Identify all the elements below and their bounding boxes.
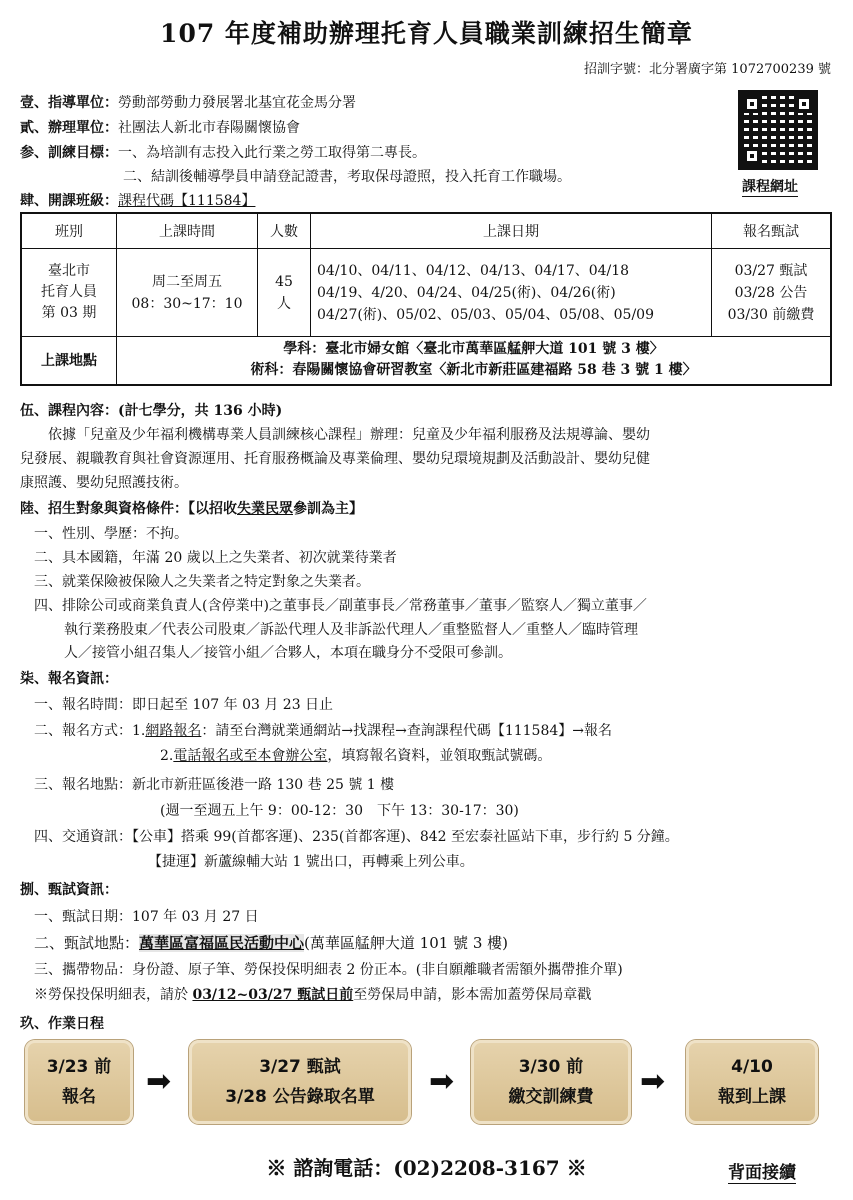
section-text: 社團法人新北市春陽關懷協會 [118, 120, 300, 136]
arrow-right-icon: ➡ [640, 1064, 666, 1099]
cell-line: 04/10、04/11、04/12、04/13、04/17、04/18 [317, 262, 630, 279]
section-organizer [20, 117, 300, 137]
cell-line: 08：30~17：10 [131, 295, 243, 312]
cell-line: 03/27 甄試 [734, 262, 808, 279]
section-eligibility [20, 498, 363, 518]
schedule-step [189, 1040, 411, 1124]
cell-line: 03/30 前繳費 [727, 306, 815, 323]
document-number: 招訓字號：北分署廣字第 1072700239 號 [584, 62, 831, 77]
exam-cell [712, 249, 832, 337]
column-header: 上課日期 [311, 213, 712, 249]
list-item: 二、具本國籍，年滿 20 歲以上之失業者、初次就業待業者 [34, 550, 397, 566]
section-label: 壹、指導單位： [20, 95, 118, 111]
schedule-step [25, 1040, 133, 1124]
text-part: 二、報名方式：1. [34, 723, 146, 739]
cell-line: 04/27(術)、05/02、05/03、05/04、05/08、05/09 [317, 306, 654, 323]
location-cell [117, 337, 832, 385]
continued-on-back: 背面接續 [728, 1158, 796, 1184]
section-label: 伍、課程內容： [20, 403, 118, 419]
cell-line: 03/28 公告 [734, 284, 808, 301]
cell-line: 術科：春陽關懷協會研習教室〈新北市新莊區建福路 58 巷 3 號 1 樓〉 [250, 362, 697, 379]
step-date: 4/10 [731, 1057, 773, 1077]
arrow-right-icon: ➡ [429, 1064, 455, 1099]
course-table [20, 212, 832, 386]
step-label: 3/28 公告錄取名單 [225, 1087, 375, 1107]
list-item: 四、交通資訊：【公車】搭乘 99(首都客運)、235(首都客運)、842 至宏泰社區站下車，步行約 5 分鐘。 [34, 829, 679, 845]
paragraph-line: 兒發展、親職教育與社會資源運用、托育服務概論及專業倫理、嬰幼兒環境規劃及活動設計、嬰幼兒健 [20, 451, 650, 467]
step-label: 報名 [62, 1087, 96, 1107]
cell-line: 04/19、4/20、04/24、04/25(術)、04/26(術) [317, 284, 616, 301]
list-item: 【捷運】新蘆線輔大站 1 號出口，再轉乘上列公車。 [148, 854, 474, 870]
eligibility-note: 【以招收 [188, 501, 237, 517]
section-text: 勞動部勞動力發展署北基宜花金馬分署 [118, 95, 356, 111]
paragraph-line: 依據「兒童及少年福利機構專業人員訓練核心課程」辦理：兒童及少年福利服務及法規導論、嬰幼 [48, 427, 650, 443]
cell-line: 第 03 期 [41, 305, 97, 321]
section-text: 一、為培訓有志投入此行業之勞工取得第二專長。 [118, 145, 426, 161]
qr-finder-icon [743, 147, 761, 165]
list-item: 三、報名地點：新北市新莊區後港一路 130 巷 25 號 1 樓 [34, 777, 395, 793]
text-part: 2. [160, 748, 174, 764]
paragraph-line: 康照護、嬰幼兒照護技術。 [20, 475, 188, 491]
course-code: 課程代碼【111584】 [118, 193, 256, 209]
list-item: 一、甄試日期：107 年 03 月 27 日 [34, 909, 259, 925]
cell-line: 托育人員 [41, 284, 97, 300]
table-header-row [21, 213, 831, 249]
list-item: 三、就業保險被保險人之失業者之特定對象之失業者。 [34, 574, 370, 590]
arrow-right-icon: ➡ [146, 1064, 172, 1099]
table-row [21, 249, 831, 337]
list-item: 一、性別、學歷：不拘。 [34, 526, 188, 542]
credit-info: (計七學分，共 136 小時) [118, 403, 283, 419]
contact-phone: ※ 諮詢電話：(02)2208-3167 ※ [266, 1156, 587, 1180]
online-registration-link[interactable]: 網路報名 [145, 723, 202, 739]
cell-line: 周二至周五 [152, 273, 222, 290]
office-hours: (週一至週五上午 9：00-12：30 下午 13：30-17：30) [160, 803, 519, 819]
cell-line: 人 [277, 295, 291, 312]
highlight-text: 失業民眾 [237, 501, 293, 517]
section-label: 玖、作業日程 [20, 1016, 104, 1032]
section-content [20, 400, 282, 420]
cell-line: 學科：臺北市婦女館〈臺北市萬華區艋舺大道 101 號 3 樓〉 [283, 341, 664, 358]
list-item [34, 932, 508, 953]
step-date: 3/27 甄試 [259, 1057, 341, 1077]
text-part: 至勞保局申請，影本需加蓋勞保局章戳 [353, 987, 592, 1003]
step-date: 3/30 前 [518, 1057, 584, 1077]
exam-venue: 萬華區富福區民活動中心 [139, 934, 305, 952]
qr-finder-icon [743, 95, 761, 113]
list-item: 一、報名時間：即日起至 107 年 03 月 23 日止 [34, 697, 334, 713]
schedule-step [471, 1040, 631, 1124]
section-label: 柒、報名資訊： [20, 671, 118, 687]
section-class [20, 190, 255, 210]
cell-line: 臺北市 [48, 263, 90, 279]
qr-code-icon[interactable] [738, 90, 818, 170]
section-label: 肆、開課班級： [20, 193, 118, 209]
schedule-step [686, 1040, 818, 1124]
section-exam [20, 879, 118, 899]
list-item: 執行業務股東／代表公司股東／訴訟代理人及非訴訟代理人／重整監督人／重整人／臨時管理 [64, 622, 638, 638]
count-cell [258, 249, 311, 337]
step-label: 繳交訓練費 [508, 1087, 594, 1107]
step-label: 報到上課 [718, 1087, 786, 1107]
list-item: 四、排除公司或商業負責人(含停業中)之董事長／副董事長／常務董事／董事／監察人／獨立董事／ [34, 598, 647, 614]
list-item: 人／接管小組召集人／接管小組／合夥人，本項在職身分不受限可參訓。 [64, 645, 512, 661]
phone-registration-text: 電話報名或至本會辦公室 [173, 748, 328, 764]
time-cell [117, 249, 258, 337]
text-part: ，填寫報名資料，並領取甄試號碼。 [327, 748, 552, 764]
section-goal [20, 142, 426, 162]
text-part: (萬華區艋舺大道 101 號 3 樓) [304, 934, 508, 952]
section-schedule [20, 1013, 104, 1033]
list-item [160, 745, 551, 765]
class-cell [21, 249, 117, 337]
location-label: 上課地點 [21, 337, 117, 385]
exam-note [34, 984, 591, 1004]
page-title: 107 年度補助辦理托育人員職業訓練招生簡章 [160, 19, 693, 48]
qr-code-label[interactable]: 課程網址 [742, 176, 798, 197]
column-header: 報名甄試 [712, 213, 832, 249]
column-header: 人數 [258, 213, 311, 249]
section-registration [20, 668, 118, 688]
text-part: 二、甄試地點： [34, 934, 140, 952]
qr-finder-icon [795, 95, 813, 113]
step-date: 3/23 前 [46, 1057, 112, 1077]
list-item [34, 720, 612, 740]
location-row [21, 337, 831, 385]
date-range: 03/12~03/27 甄試日前 [192, 987, 354, 1003]
section-label: 陸、招生對象與資格條件： [20, 501, 188, 517]
text-part: ：請至台灣就業通網站→找課程→查詢課程代碼【111584】→報名 [201, 723, 612, 739]
section-label: 参、訓練目標： [20, 145, 118, 161]
text-part: ※勞保投保明細表，請於 [34, 987, 193, 1003]
section-label: 貳、辦理單位： [20, 120, 118, 136]
dates-cell [311, 249, 712, 337]
column-header: 班別 [21, 213, 117, 249]
column-header: 上課時間 [117, 213, 258, 249]
section-goal-line2: 二、結訓後輔導學員申請登記證書，考取保母證照，投入托育工作職場。 [123, 169, 571, 185]
list-item: 三、攜帶物品：身份證、原子筆、勞保投保明細表 2 份正本。(非自願離職者需額外攜帶推介單) [34, 962, 623, 978]
section-supervisor [20, 92, 356, 112]
section-label: 捌、甄試資訊： [20, 882, 118, 898]
eligibility-note: 參訓為主】 [293, 501, 363, 517]
cell-line: 45 [275, 273, 293, 290]
